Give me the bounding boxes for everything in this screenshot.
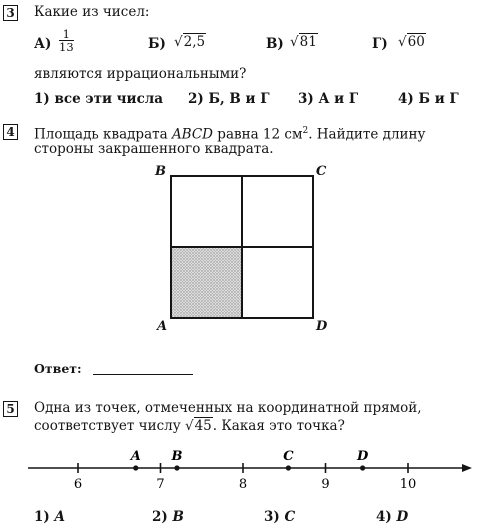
tick-label-9: 9 (321, 477, 330, 492)
q5-radicand: 45 (194, 418, 212, 434)
point-D (360, 465, 365, 470)
q5-text-line1: Одна из точек, отмеченных на координатной прямой, (34, 400, 422, 416)
q4-text-line1: Площадь квадрата ABCD равна 12 $см^2$. Найдите длину (34, 126, 426, 143)
q4-square-name: ABCD (171, 126, 214, 143)
q3-answer-3: 3) А и Г (298, 91, 359, 107)
sqrt-icon: √ (184, 418, 194, 434)
number-line-svg (0, 440, 480, 500)
q3-number-box (3, 5, 18, 21)
point-B (174, 465, 179, 470)
q3-option-g-value (398, 34, 426, 50)
q4-answer-field[interactable] (93, 360, 193, 375)
number-line (0, 440, 480, 500)
q3-answer-4: 4) Б и Г (398, 91, 459, 107)
q5-text-line2: соответствует числу √45. Какая это точка? (34, 418, 345, 434)
point-C (286, 465, 291, 470)
q3-number: 3 (6, 6, 15, 20)
q3-option-a-fraction (59, 28, 74, 53)
q3-option-v-value (290, 34, 318, 50)
point-A (133, 465, 138, 470)
q3-answer-2: 2) Б, В и Г (188, 91, 270, 107)
q4-number-box (3, 124, 18, 140)
q3-option-a-label: А) (34, 36, 52, 52)
q3-option-a-denominator: 13 (59, 40, 74, 54)
q5-number: 5 (6, 402, 15, 416)
q3-option-b-value (174, 34, 206, 50)
shaded-square (171, 247, 242, 318)
point-label-B: B (171, 449, 183, 464)
q5-answer-4: 4) D (376, 509, 409, 525)
tick-label-6: 6 (73, 477, 83, 492)
q3-option-v-label: В) (266, 36, 284, 52)
vertex-b-label: B (155, 164, 166, 179)
q3-option-v-radicand: 81 (299, 34, 317, 50)
q5-answer-1: 1) A (34, 509, 65, 525)
vertex-d-label: D (316, 319, 328, 334)
q5-answer-2: 2) B (152, 509, 184, 525)
q3-option-a-numerator: 1 (59, 28, 74, 41)
q3-answer-1: 1) все эти числа (34, 91, 164, 107)
sqrt-icon: √ (174, 34, 183, 50)
q3-option-g-label: Г) (372, 36, 388, 52)
sqrt-icon: √ (398, 34, 407, 50)
point-label-A: A (130, 449, 141, 464)
arrow-right-icon (462, 464, 472, 472)
q3-continuation-text: являются иррациональными? (34, 66, 247, 82)
point-label-C: C (283, 449, 294, 464)
vertex-a-label: A (157, 319, 168, 334)
q3-question-text: Какие из чисел: (34, 4, 150, 20)
q5-answer-3: 3) C (264, 509, 296, 525)
point-label-D: D (356, 449, 369, 464)
tick-label-7: 7 (156, 477, 165, 492)
q3-option-b-radicand: 2,5 (183, 34, 206, 50)
tick-label-8: 8 (238, 477, 248, 492)
q4-number: 4 (6, 125, 15, 139)
q5-number-box (3, 401, 18, 417)
q3-option-g-radicand: 60 (407, 34, 425, 50)
q3-option-b-label: Б) (148, 36, 166, 52)
tick-label-10: 10 (399, 477, 417, 492)
q4-answer-label: Ответ: (34, 361, 82, 376)
q4-text-line2: стороны закрашенного квадрата. (34, 141, 274, 157)
vertex-c-label: C (316, 164, 327, 179)
sqrt-icon: √ (290, 34, 299, 50)
big-square-outline (171, 176, 313, 318)
